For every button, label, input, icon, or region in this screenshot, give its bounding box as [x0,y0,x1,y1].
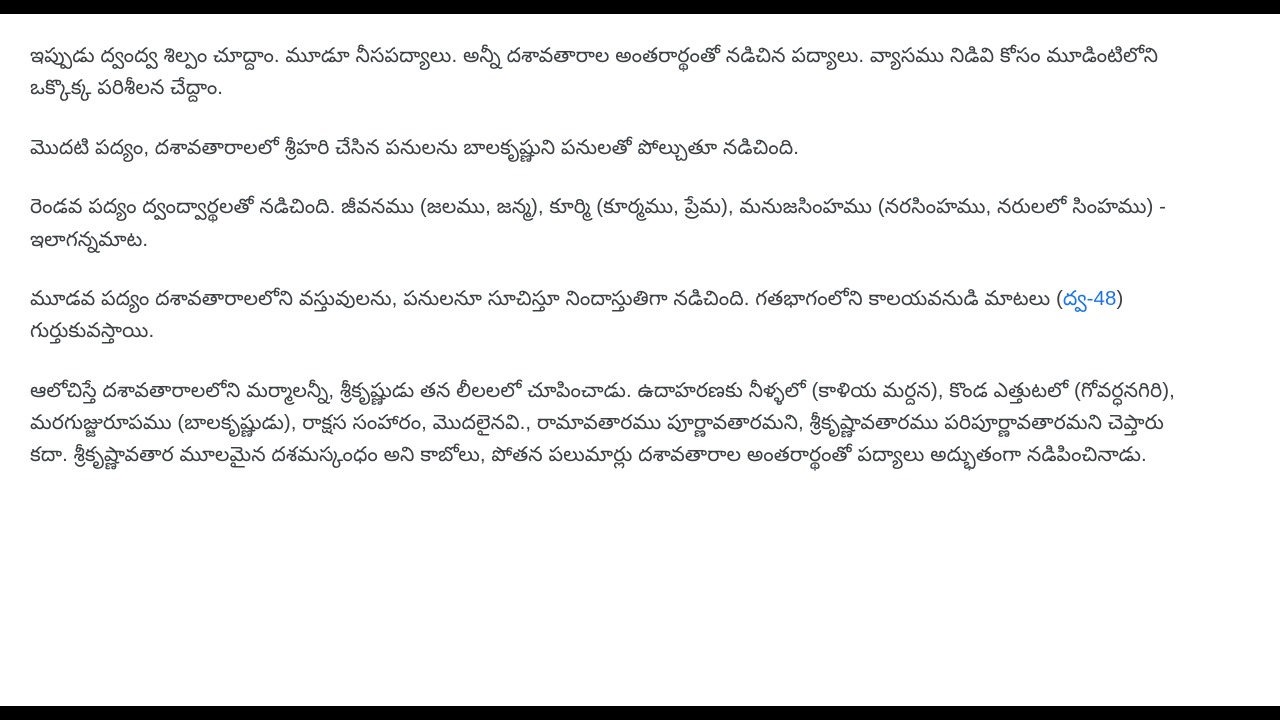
paragraph-4-suffix: ) గుర్తుకువస్తాయి. [30,286,1124,343]
letterbox-top [0,0,1280,14]
paragraph-4 [30,283,1184,348]
document-content [0,14,1280,472]
paragraph-3: రెండవ పద్యం ద్వంద్వార్థలతో నడిచింది. జీవనము (జలము, జన్మ), కూర్మి (కూర్మము, ప్రేమ), మనుజసింహము (నరసింహము, నరులలో సింహము) - ఇలాగన్నమాట. [30,195,1166,251]
paragraph-1: ఇప్పుడు ద్వంద్వ శిల్పం చూద్దాం. మూడూ నీసపద్యాలు. అన్నీ దశావతారాల అంతరార్థంతో నడిచిన పద్యాలు. వ్యాసము నిడివి కోసం మూడింటిలోని ఒక్కొక్క పరిశీలన చేద్దాం. [30,44,1159,100]
paragraph-2: మొదటి పద్యం, దశావతారాలలో శ్రీహరి చేసిన పనులను బాలకృష్ణుని పనులతో పోల్చుతూ నడిచింది. [30,135,800,159]
paragraph-4-prefix: మూడవ పద్యం దశావతారాలలోని వస్తువులను, పనులనూ సూచిస్తూ నిందాస్తుతిగా నడిచింది. గతభాగంలోని కాలయవనుడి మాటలు ( [30,286,1063,310]
verse-reference-link[interactable]: ద్వ-48 [1062,286,1117,310]
document-page [0,14,1280,706]
letterbox-bottom [0,706,1280,720]
paragraph-5: ఆలోచిస్తే దశావతారాలలోని మర్మాలన్నీ, శ్రీకృష్ణుడు తన లీలలలో చూపించాడు. ఉదాహరణకు నీళ్ళలో (కాళియ మర్దన), కొండ ఎత్తుటలో (గోవర్ధనగిరి), మరగుజ్జురూపము (బాలకృష్ణుడు), రాక్షస సంహారం, మొదలైనవి., రామావతారము పూర్ణావతారమని, శ్రీకృష్ణావతారము పరిపూర్ణావతారమని చెప్తారు కదా. శ్రీకృష్ణావతార మూలమైన దశమస్కంధం అని కాబోలు, పోతన పలుమార్లు దశావతారాల అంతరార్థంతో పద్యాలు అద్భుతంగా నడిపించినాడు. [30,378,1175,467]
